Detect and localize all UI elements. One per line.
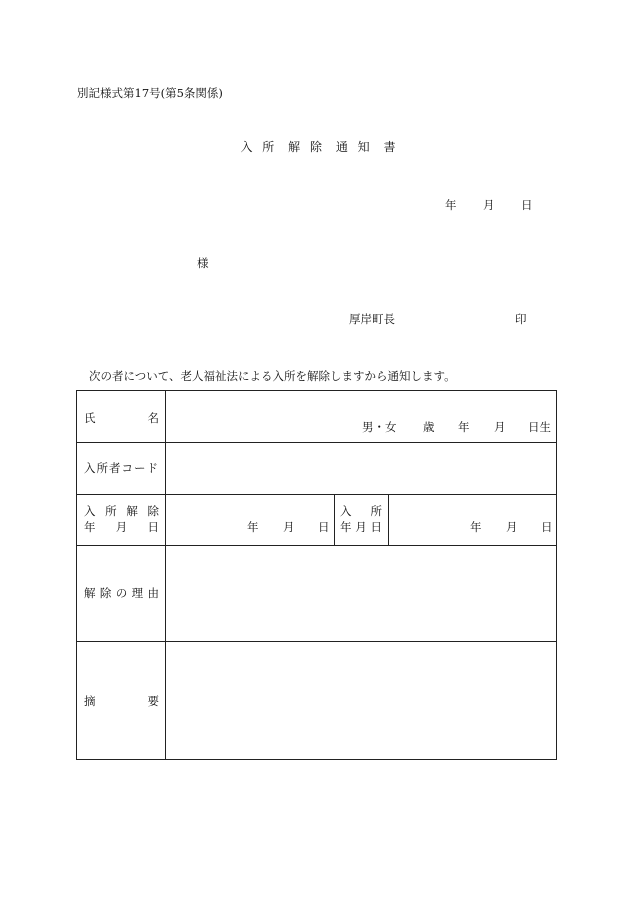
remarks-label (84, 694, 159, 708)
resident-code-label: 入所者コード (84, 461, 159, 475)
admission-date-label-line1 (340, 504, 382, 518)
date-column-divider (334, 494, 335, 545)
birth-month-unit: 月 (494, 420, 506, 434)
birth-day-unit: 日生 (528, 420, 551, 434)
date-day: 日 (521, 198, 533, 212)
label-char: 理 (131, 586, 144, 600)
title-char: 知 (357, 140, 370, 154)
label-char: 由 (147, 586, 159, 600)
label-char: 氏 (84, 411, 96, 425)
label-column-divider (165, 391, 166, 759)
title-char: 除 (309, 140, 322, 154)
reason-label (84, 586, 159, 600)
label-char: 年 (340, 520, 352, 534)
birth-year-unit: 年 (458, 420, 470, 434)
resident-code-input[interactable] (167, 444, 555, 492)
document-title (0, 140, 630, 154)
admission-year-unit: 年 (470, 520, 482, 534)
date-year: 年 (445, 198, 457, 212)
reason-input[interactable] (167, 547, 555, 639)
release-month-unit: 月 (283, 520, 295, 534)
row-divider (77, 494, 556, 495)
seal-mark: 印 (515, 312, 527, 326)
label-char: 解 (126, 504, 138, 518)
release-date-label-line2 (84, 520, 159, 534)
label-char: 年 (84, 520, 96, 534)
admission-day-unit: 日 (541, 520, 553, 534)
title-char: 書 (383, 140, 396, 154)
date-column-divider (388, 494, 389, 545)
gender-field[interactable]: 男・女 (362, 420, 397, 434)
label-char: 除 (99, 586, 112, 600)
row-divider (77, 545, 556, 546)
label-char: 摘 (84, 694, 96, 708)
sender-name: 厚岸町長 (349, 312, 395, 326)
release-date-label-line1 (84, 504, 159, 518)
admission-date-label-line2 (340, 520, 382, 534)
title-char: 通 (335, 140, 348, 154)
release-year-unit: 年 (247, 520, 259, 534)
age-unit: 歳 (423, 420, 435, 434)
label-char: 所 (370, 504, 382, 518)
label-char: 日 (147, 520, 159, 534)
label-char: 名 (147, 411, 159, 425)
label-char: 入 (84, 504, 96, 518)
label-char: 月 (115, 520, 128, 534)
name-label (84, 411, 159, 425)
title-char: 解 (288, 140, 301, 154)
label-char: 入 (340, 504, 352, 518)
label-char: 解 (84, 586, 96, 600)
form-number: 別記様式第17号(第5条関係) (77, 86, 223, 100)
remarks-input[interactable] (167, 643, 555, 757)
issue-date (445, 198, 559, 212)
title-char: 所 (262, 140, 275, 154)
intro-text: 次の者について、老人福祉法による入所を解除しますから通知します。 (89, 369, 456, 383)
date-month: 月 (483, 198, 495, 212)
release-day-unit: 日 (318, 520, 330, 534)
admission-month-unit: 月 (506, 520, 518, 534)
title-char: 入 (240, 140, 253, 154)
label-char: 所 (105, 504, 117, 518)
row-divider (77, 442, 556, 443)
release-form-table (76, 390, 557, 760)
label-char: 日 (370, 520, 382, 534)
row-divider (77, 641, 556, 642)
addressee-suffix: 様 (197, 256, 209, 270)
label-char: 月 (355, 520, 367, 534)
label-char: 除 (147, 504, 159, 518)
label-char: の (115, 586, 128, 600)
label-char: 要 (147, 694, 159, 708)
